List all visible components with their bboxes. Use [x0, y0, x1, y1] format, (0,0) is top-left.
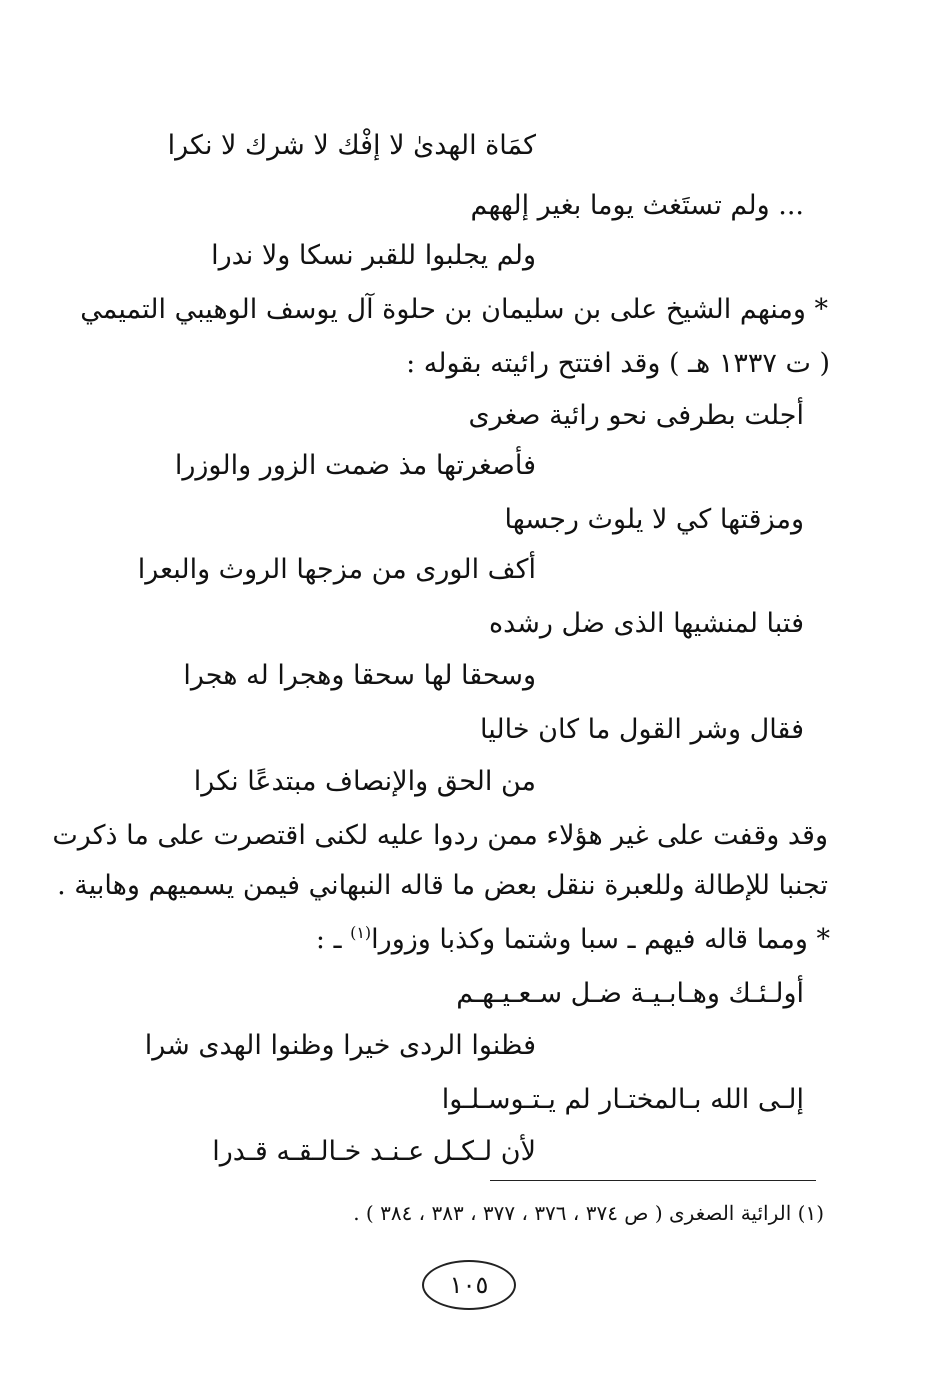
- footnote-separator: [490, 1180, 816, 1181]
- prose-line-5-tail: ـ :: [315, 924, 351, 955]
- verse-line-13: فظنوا الردى خيرا وظنوا الهدى شرا: [144, 1030, 536, 1061]
- prose-line-5-text: * ومما قاله فيهم ـ سبا وشتما وكذبا وزورا: [371, 924, 830, 955]
- page-number: ١٠٥: [449, 1271, 489, 1299]
- verse-line-11: من الحق والإنصاف مبتدعًا نكرا: [193, 766, 536, 797]
- footnote: (١) الرائية الصغرى ( ص ٣٧٤ ، ٣٧٦ ، ٣٧٧ ، ٣٨٣ ، ٣٨٤ ) .: [353, 1201, 824, 1225]
- verse-line-9: وسحقا لها سحقا وهجرا له هجرا: [183, 660, 536, 691]
- prose-line-1: * ومنهم الشيخ على بن سليمان بن حلوة آل يوسف الوهيبي التميمي: [80, 294, 828, 325]
- verse-line-10: فقال وشر القول ما كان خاليا: [480, 714, 804, 745]
- verse-line-1: كمَاة الهدىٰ لا إفْك لا شرك لا نكرا: [167, 130, 536, 161]
- prose-line-2: ( ت ١٣٣٧ هـ ) وقد افتتح رائيته بقوله :: [406, 348, 830, 379]
- verse-line-12: أولـئـك وهـابـيـة ضـل سـعـيـهـم: [456, 978, 804, 1009]
- verse-line-14: إلـى الله بـالمختـار لم يـتـوسـلـوا: [441, 1084, 804, 1115]
- prose-line-5: [316, 920, 830, 960]
- prose-line-3: وقد وقفت على غير هؤلاء ممن ردوا عليه لكنى اقتصرت على ما ذكرت: [52, 820, 828, 851]
- page-number-oval: [422, 1260, 516, 1310]
- verse-line-15: لأن لـكـل عـنـد خـالـقـه قـدرا: [212, 1136, 536, 1167]
- verse-line-8: فتبا لمنشيها الذى ضل رشده: [488, 608, 804, 639]
- verse-line-2: ... ولم تستَغث يوما بغير إلههم: [470, 190, 804, 221]
- footnote-reference: (١): [350, 923, 372, 942]
- verse-line-6: ومزقتها كي لا يلوث رجسها: [504, 504, 804, 535]
- verse-line-4: أجلت بطرفى نحو رائية صغرى: [468, 400, 804, 431]
- prose-line-4: تجنبا للإطالة وللعبرة ننقل بعض ما قاله النبهاني فيمن يسميهم وهابية .: [57, 870, 828, 901]
- verse-line-5: فأصغرتها مذ ضمت الزور والوزرا: [174, 450, 536, 481]
- verse-line-7: أكف الورى من مزجها الروث والبعرا: [137, 554, 536, 585]
- verse-line-3: ولم يجلبوا للقبر نسكا ولا ندرا: [211, 240, 536, 271]
